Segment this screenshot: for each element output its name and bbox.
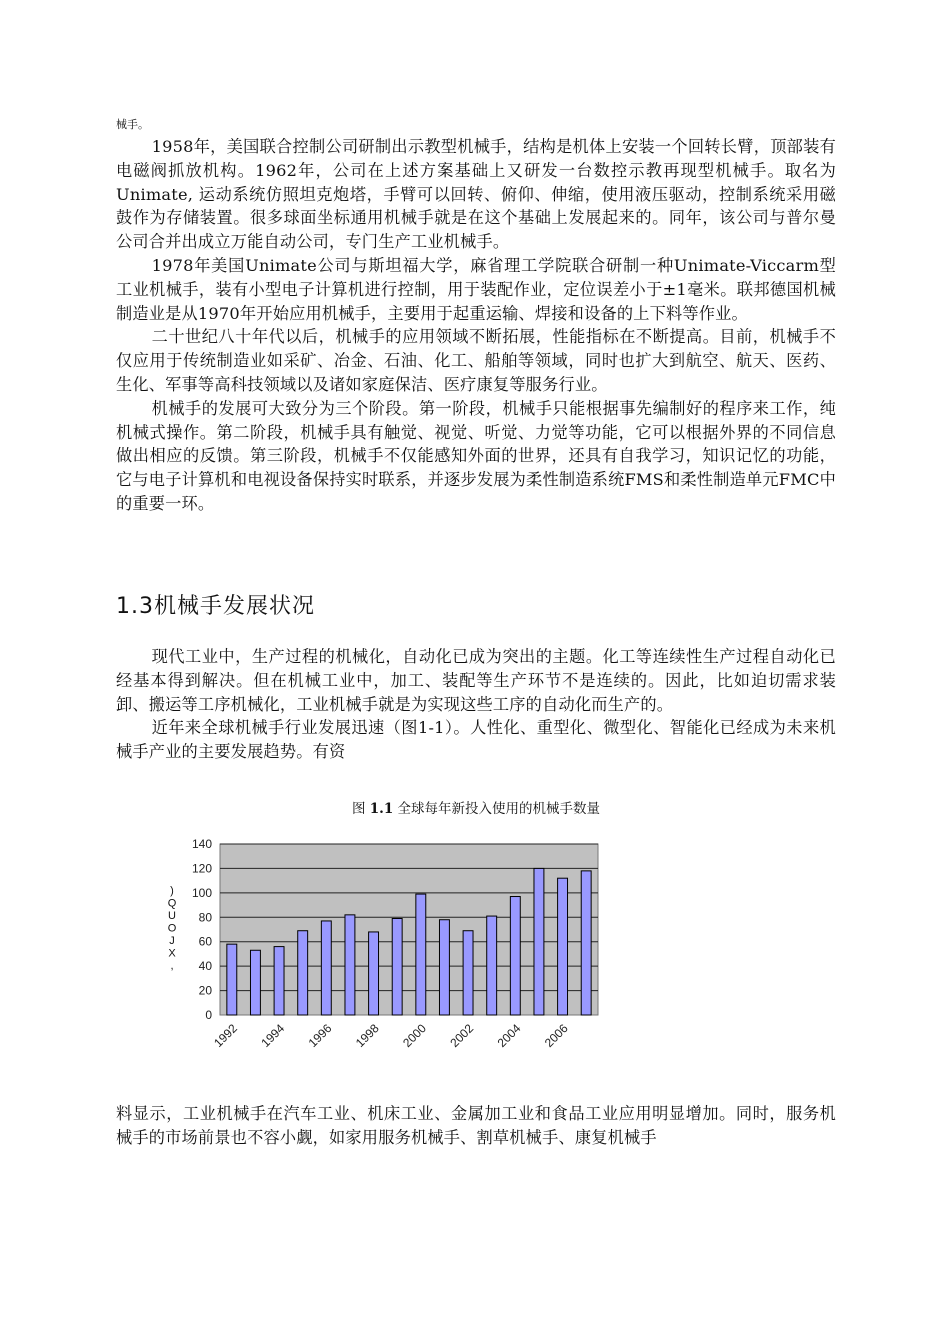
bar-1998: [369, 932, 379, 1015]
bar-2007: [581, 871, 591, 1015]
x-tick-label: 1994: [258, 1021, 288, 1051]
paragraph-1980s: 二十世纪八十年代以后，机械手的应用领域不断拓展，性能指标在不断提高。目前，机械手不仅应用于传统制造业如采矿、冶金、石油、化工、船舶等领域，同时也扩大到航空、航天、医药、生化、军事等高科技领域以及诸如家庭保洁、医疗康复等服务行业。: [116, 327, 836, 394]
figure-caption-prefix: 图: [351, 801, 366, 817]
y-tick-label: 120: [191, 861, 212, 876]
y-tick-label: 60: [198, 934, 212, 949]
paragraph-trends: 近年来全球机械手行业发展迅速（图1-1）。人性化、重型化、微型化、智能化已经成为未来机械手产业的主要发展趋势。有资: [116, 718, 836, 762]
bar-1995: [298, 931, 308, 1015]
y-tick-label: 20: [198, 983, 212, 998]
y-axis-label-char: X: [168, 947, 176, 960]
y-axis-label-char: Q: [167, 897, 177, 910]
bar-chart: [150, 830, 620, 1060]
bar-2001: [439, 920, 449, 1015]
figure-caption-number: 1.1: [369, 801, 394, 817]
bar-1997: [345, 915, 355, 1015]
y-tick-label: 40: [198, 959, 212, 974]
x-tick-label: 2004: [494, 1021, 524, 1051]
bar-2002: [463, 931, 473, 1015]
figure-caption: [116, 800, 836, 818]
section-heading: 1.3机械手发展状况: [116, 594, 315, 619]
bar-1996: [321, 921, 331, 1015]
bar-1999: [392, 919, 402, 1015]
x-axis-ticks: [211, 1021, 571, 1050]
bar-1994: [274, 947, 284, 1015]
paragraph-modern-industry: 现代工业中，生产过程的机械化，自动化已成为突出的主题。化工等连续性生产过程自动化已经基本得到解决。但在机械工业中，加工、装配等生产环节不是连续的。因此，比如迫切需求装卸、搬运等工序机械化，工业机械手就是为实现这些工序的自动化而生产的。: [116, 647, 836, 714]
y-tick-label: 80: [198, 910, 212, 925]
x-tick-label: 1998: [352, 1021, 382, 1051]
x-tick-label: 1996: [305, 1021, 335, 1051]
body-section-continued: [116, 1102, 836, 1150]
bar-2000: [416, 894, 426, 1015]
x-tick-label: 2006: [541, 1021, 571, 1051]
x-tick-label: 1992: [211, 1021, 240, 1051]
y-axis-label: [168, 885, 177, 972]
previous-page-fragment: 械手。: [116, 118, 149, 131]
bar-2003: [487, 916, 497, 1015]
y-axis-ticks: [192, 837, 212, 1022]
bar-2005: [534, 868, 544, 1015]
y-axis-label-char: ,: [170, 960, 174, 972]
figure-caption-text: 全球每年新投入使用的机械手数量: [397, 801, 601, 817]
paragraph-stages: 机械手的发展可大致分为三个阶段。第一阶段，机械手只能根据事先编制好的程序来工作，纯机械式操作。第二阶段，机械手具有触觉、视觉、听觉、力觉等功能，它可以根据外界的不同信息做出相应的反馈。第三阶段，机械手不仅能感知外面的世界，还具有自我学习，知识记忆的功能，它与电子计算机和电视设备保持实时联系，并逐步发展为柔性制造系统FMS和柔性制造单元FMC中的重要一环。: [116, 398, 836, 513]
body-section-history: [116, 135, 836, 516]
y-tick-label: 140: [191, 837, 212, 851]
y-axis-label-char: O: [167, 922, 177, 935]
paragraph-1978: 1978年美国Unimate公司与斯坦福大学，麻省理工学院联合研制一种Unimate-Viccarm型工业机械手，装有小型电子计算机进行控制，用于装配作业，定位误差小于±1毫米。联邦德国机械制造业是从1970年开始应用机械手，主要用于起重运输、焊接和设备的上下料等作业。: [116, 255, 836, 323]
bar-1993: [250, 950, 260, 1015]
x-tick-label: 2000: [400, 1021, 429, 1051]
y-axis-label-char: U: [168, 910, 176, 922]
bar-1992: [227, 944, 237, 1015]
y-axis-label-char: J: [169, 935, 175, 947]
paragraph-1958: 1958年，美国联合控制公司研制出示教型机械手，结构是机体上安装一个回转长臂，顶部装有电磁阀抓放机构。1962年，公司在上述方案基础上又研发一台数控示教再现型机械手。取名为Unimate, 运动系统仿照坦克炮塔，手臂可以回转、俯仰、伸缩，使用液压驱动，控制系统采用磁鼓作为存储装置。很多球面坐标通用机械手就是在这个基础上发展起来的。同年，该公司与普尔曼公司合并出成立万能自动公司，专门生产工业机械手。: [116, 137, 836, 252]
y-axis-label-char: ): [170, 885, 174, 897]
y-tick-label: 0: [205, 1008, 212, 1022]
y-tick-label: 100: [191, 885, 212, 900]
paragraph-applications: 料显示，工业机械手在汽车工业、机床工业、金属加工业和食品工业应用明显增加。同时，服务机械手的市场前景也不容小觑，如家用服务机械手、割草机械手、康复机械手: [116, 1104, 836, 1147]
bar-2006: [558, 878, 568, 1015]
x-tick-label: 2002: [447, 1021, 477, 1051]
bar-2004: [510, 897, 520, 1015]
body-section-status: [116, 645, 836, 764]
